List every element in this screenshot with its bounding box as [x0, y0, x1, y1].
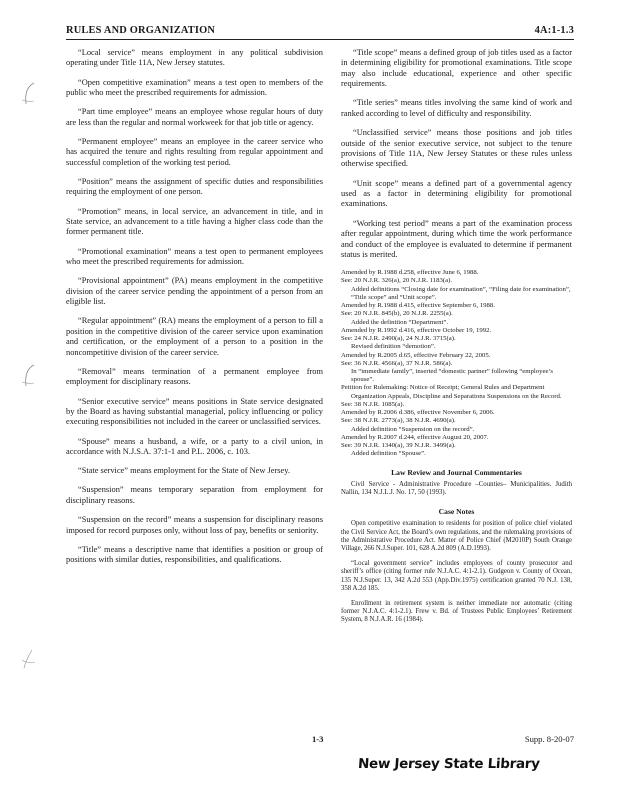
history-line: See: 20 N.J.R. 326(a), 20 N.J.R. 1183(a).: [341, 277, 453, 285]
history-line: In “immediate family”, inserted “domestic partner” following “employee’s spouse”.: [351, 367, 554, 384]
definition-paragraph: “Title scope” means a defined group of job titles used as a factor in determining eligibility for promotional examinations. Title scope may also include educational, experience and other specific requirements.: [341, 48, 572, 89]
header-title: RULES AND ORGANIZATION: [66, 25, 216, 36]
history-line: Added definitions “Closing date for examination”, “Filing date for examination”, “Title scope” and “Unit scope”.: [351, 285, 571, 301]
right-column: [341, 48, 572, 631]
definition-paragraph: “Working test period” means a part of the examination process after regular appointment, during which time the work performance and conduct of the employee is evaluated to determine if permanent status is merited.: [341, 218, 572, 259]
history-line: See: 24 N.J.R. 2490(a), 24 N.J.R. 3715(a).: [341, 335, 456, 343]
history-line: Amended by R.1988 d.258, effective June 6, 1988.: [341, 269, 479, 277]
definition-paragraph: “Promotion” means, in local service, an advancement in title, and in State service, an advancement to a title having a higher class code than the former permanent title.: [66, 206, 323, 237]
history-line: Revised definition “demotion”.: [351, 343, 436, 351]
definition-paragraph: “Spouse” means a husband, a wife, or a party to a civil union, in accordance with N.J.S.A. 37:1-1 and P.L. 2006, c. 103.: [66, 436, 323, 456]
history-line: Amended by R.2006 d.386, effective November 6, 2006.: [341, 409, 495, 417]
left-column: [66, 48, 323, 574]
definition-paragraph: “Suspension” means temporary separation from employment for disciplinary reasons.: [66, 485, 323, 505]
history-line: Amended by R.1992 d.416, effective October 19, 1992.: [341, 326, 492, 334]
page-number: 1-3: [312, 734, 324, 744]
definition-paragraph: “Position” means the assignment of specific duties and responsibilities requiring the employment of one person.: [66, 176, 323, 197]
margin-scan-mark: [20, 364, 38, 388]
definition-paragraph: “Permanent employee” means an employee in the career service who has acquired the tenure and rights resulting from regular appointment and successful completion of the working test period.: [66, 136, 323, 167]
history-line: See: 39 N.J.R. 1340(a), 39 N.J.R. 3499(a).: [341, 442, 456, 450]
definition-paragraph: “State service” means employment for the State of New Jersey.: [78, 466, 291, 476]
history-line: Petition for Rulemaking: Notice of Receipt; General Rules and Department Organization Appeals, Discipline and Separations Suspensions on the Record.: [341, 384, 562, 400]
history-line: See: 38 N.J.R. 2773(a), 38 N.J.R. 4690(a).: [341, 417, 456, 425]
definition-paragraph: “Suspension on the record” means a suspension for disciplinary reasons imposed for record purposes only, without loss of pay, benefits or seniority.: [66, 515, 323, 535]
definition-paragraph: “Part time employee” means an employee whose regular hours of duty are less than the regular and normal workweek for that job title or agency.: [66, 107, 323, 127]
case-note: “Local government service” includes employees of county prosecutor and sheriff’s office (citing former rule N.J.A.C. 4:1-2.1). Gudgeon v. County of Ocean, 135 N.J.Super. 13, 342 A.2d 553 (App.Div.1975) certification granted 70 N.J. 138, 358 A.2d 185.: [341, 559, 572, 593]
history-line: Added definition “Suspension on the record”.: [351, 425, 475, 433]
history-line: Amended by R.1988 d.415, effective September 6, 1988.: [341, 302, 495, 310]
case-notes-heading: Case Notes: [438, 506, 475, 516]
definition-paragraph: “Regular appointment” (RA) means the employment of a person to fill a position in the competitive division of the career service upon examination and certification, or the employment of a person to a position in the noncompetitive division of the career service.: [66, 316, 323, 357]
history-line: See: 36 N.J.R. 4566(a), 37 N.J.R. 586(a).: [341, 359, 453, 367]
margin-scan-mark: [20, 646, 38, 670]
history-line: See: 38 N.J.R. 1085(a).: [341, 400, 405, 408]
definition-paragraph: “Title series” means titles involving the same kind of work and ranked according to level of difficulty and responsibility.: [341, 98, 572, 118]
law-review-heading: Law Review and Journal Commentaries: [391, 467, 522, 477]
amendment-history: [341, 269, 572, 458]
definition-paragraph: “Provisional appointment” (PA) means employment in the competitive division of the career service pending the appointment of a person from an eligible list.: [66, 276, 323, 307]
supplement-date: Supp. 8-20-07: [524, 734, 574, 744]
law-review-entry: Civil Service - Administrative Procedure –Counties– Municipalities. Judith Nallin, 134 N.J.L.J. No. 17, 50 (1993).: [341, 480, 572, 497]
definition-paragraph: “Title” means a descriptive name that identifies a position or group of positions with similar duties, responsibilities, and qualifications.: [66, 544, 323, 565]
definition-paragraph: “Unclassified service” means those positions and job titles outside of the senior executive service, not subject to the tenure provisions of Title 11A, New Jersey Statutes or these rules unless otherwise specified.: [341, 128, 572, 169]
margin-scan-mark: [20, 82, 38, 106]
running-header: [66, 23, 574, 40]
history-line: Amended by R.2005 d.65, effective February 22, 2005.: [341, 351, 491, 359]
definition-paragraph: “Open competitive examination” means a test open to members of the public who meet the prescribed requirements for admission.: [66, 77, 323, 98]
history-line: Added the definition “Department”.: [351, 318, 449, 326]
header-section-number: 4A:1-1.3: [534, 25, 574, 36]
case-note: Enrollment in retirement system is neither immediate nor automatic (citing former N.J.A.C. 4:1-2.1). Frew v. Bd. of Trustees Public Employees’ Retirement System, 8 N.J.A.R. 16 (1984).: [341, 599, 572, 624]
history-line: Amended by R.2007 d.244, effective August 20, 2007.: [341, 433, 489, 441]
page-footer: [66, 734, 574, 746]
case-note: Open competitive examination to residents for position of police chief violated the Civil Service Act, the Board’s own regulations, and the rulemaking provisions of the Administrative Procedure Act. Matter of Police Chief (M2010P) South Orange Village, 266 N.J.Super. 101, 628 A.2d 809 (A.D.1993).: [341, 520, 572, 553]
definition-paragraph: “Senior executive service” means positions in State service designated by the Board as having substantial managerial, policy influencing or policy executing responsibilities not included in the career or unclassified services.: [66, 396, 323, 427]
definition-paragraph: “Unit scope” means a defined part of a governmental agency used as a factor in determining eligibility for promotional examinations.: [341, 178, 572, 209]
definition-paragraph: “Promotional examination” means a test open to permanent employees who meet the prescribed requirements for admission.: [66, 246, 323, 267]
definition-paragraph: “Removal” means termination of a permanent employee from employment for disciplinary reasons.: [66, 366, 323, 387]
history-line: See: 20 N.J.R. 845(b), 20 N.J.R. 2255(a).: [341, 310, 453, 318]
history-line: Added definition “Spouse”.: [351, 450, 426, 458]
library-stamp: New Jersey State Library: [357, 756, 541, 772]
definition-paragraph: “Local service” means employment in any political subdivision operating under Title 11A, New Jersey statutes.: [66, 48, 323, 68]
